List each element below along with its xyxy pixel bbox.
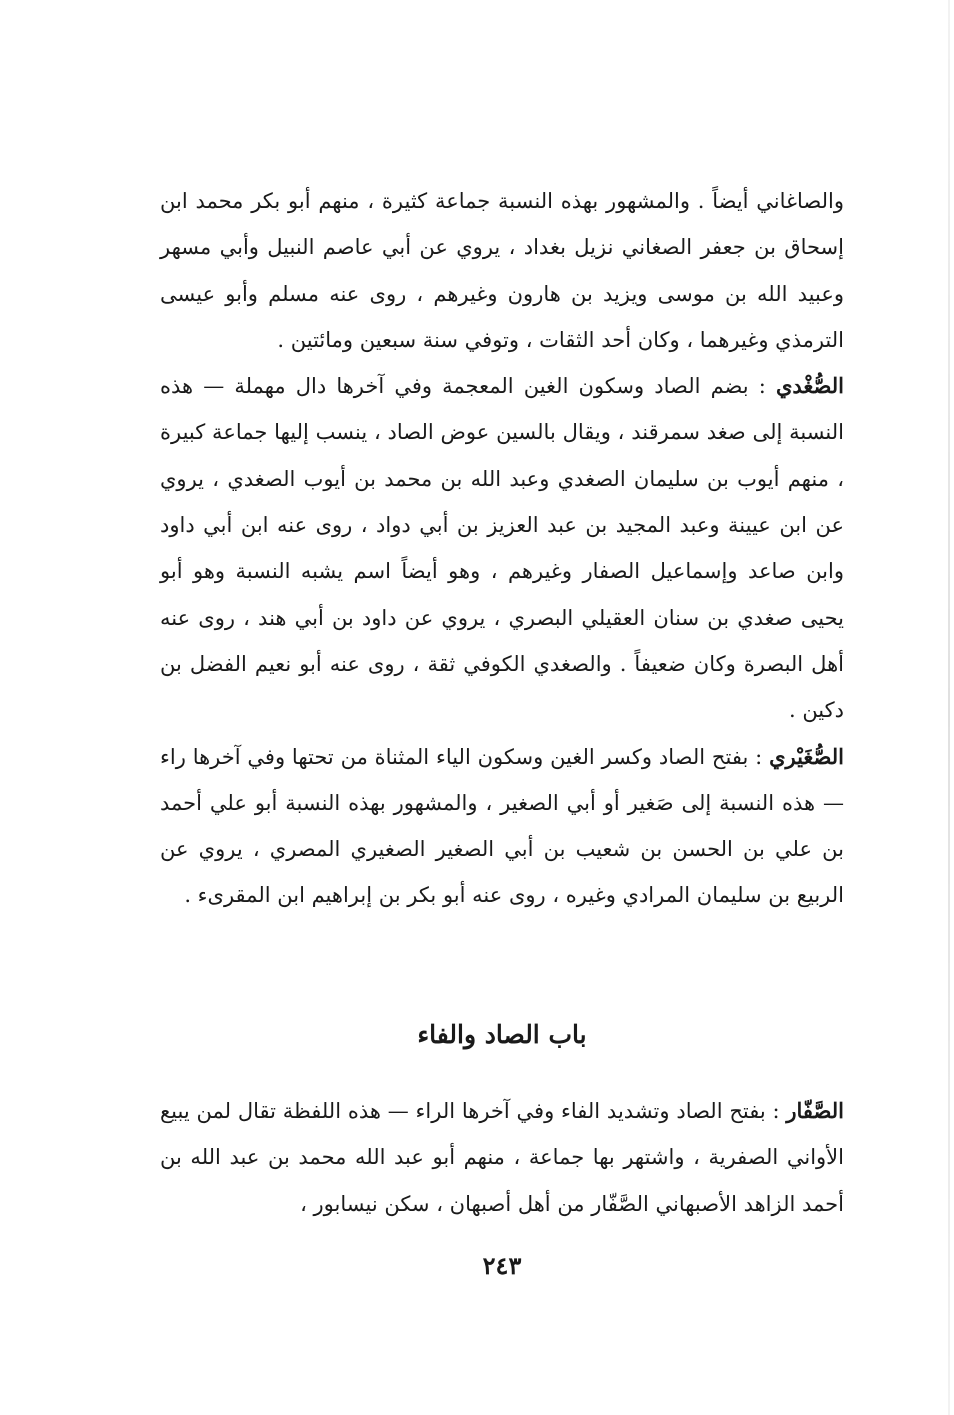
page-number: ٢٤٣ (482, 1251, 522, 1280)
entry-headword: الصُّغْدي (775, 373, 844, 399)
paragraph-continuation (160, 178, 844, 363)
entry-sughdi (160, 363, 844, 733)
section-title: باب الصاد والفاء (417, 1020, 587, 1049)
page-edge-shadow (948, 0, 950, 1415)
entry-text: : بفتح الصاد وكسر الغين وسكون الياء المثناة من تحتها وفي آخرها راء — هذه النسبة إلى صَغير أو أبي الصغير ، والمشهور بهذه النسبة أبو علي أحمد بن علي بن الحسن بن شعيب بن أبي الصغير الصغيري المصري ، يروي عن الربيع بن سليمان المرادي وغيره ، روى عنه أبو بكر بن إبراهيم ابن المقرىء . (160, 744, 844, 908)
entry-saffar-paragraph (160, 1088, 844, 1227)
entry-text: : بفتح الصاد وتشديد الفاء وفي آخرها الراء — هذه اللفظة تقال لمن يبيع الأواني الصفرية ، واشتهر بها جماعة ، منهم أبو عبد الله محمد بن عبد الله بن أحمد الزاهد الأصبهاني الصَّفّار من أهل أصبهان ، سكن نيسابور ، (160, 1099, 844, 1216)
entry-headword: الصُّغَيْري (769, 743, 844, 769)
paragraph-text: والصاغاني أيضاً . والمشهور بهذه النسبة جماعة كثيرة ، منهم أبو بكر محمد ابن إسحاق بن جعفر الصغاني نزيل بغداد ، يروي عن أبي عاصم النبيل وأبي مسهر وعبيد الله بن موسى ويزيد بن هارون وغيرهم ، روى عنه مسلم وأبو عيسى الترمذي وغيرهما ، وكان أحد الثقات ، وتوفي سنة سبعين ومائتين . (160, 189, 844, 352)
entry-sughayri (160, 734, 844, 919)
entry-text: : بضم الصاد وسكون الغين المعجمة وفي آخرها دال مهملة — هذه النسبة إلى صغد سمرقند ، ويقال بالسين عوض الصاد ، ينسب إليها جماعة كبيرة ، منهم أيوب بن سليمان الصغدي وعبد الله بن محمد بن أيوب الصغدي ، يروي عن ابن عيينة وعبد المجيد بن عبد العزيز بن أبي دواد ، روى عنه ابن أبي داود وابن صاعد وإسماعيل الصفار وغيرهم ، وهو أيضاً اسم يشبه النسبة وهو أبو يحيى صغدي بن سنان العقيلي البصري ، يروي عن داود بن أبي هند ، روى عنه أهل البصرة وكان ضعيفاً . والصغدي الكوفي ثقة ، روى عنه أبو نعيم الفضل بن دكين . (160, 374, 844, 723)
main-text-block (160, 178, 844, 919)
entry-saffar (160, 1088, 844, 1227)
entry-headword: الصَّفّار (786, 1098, 844, 1123)
